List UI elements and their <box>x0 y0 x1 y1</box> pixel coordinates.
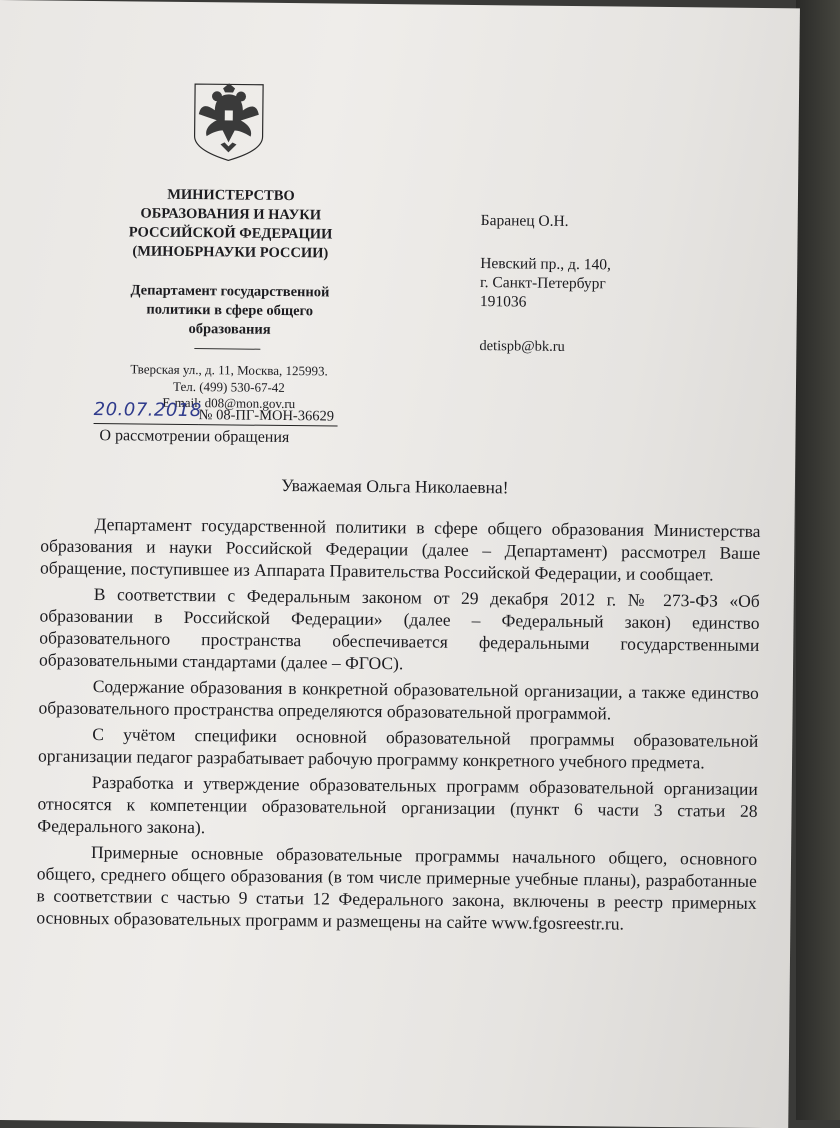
letter-subject: О рассмотрении обращения <box>99 427 290 447</box>
background-edge <box>796 0 840 1120</box>
body-paragraph: Примерные основные образовательные программы начального общего, основного общего, среднего общего образования (в том числе примерные учебные планы), разработанные в соответствии с частью 9 статьи 12 Федерального закона, включены в реестр примерных основных образовательных программ и размещены на сайте www.fgosreestr.ru. <box>36 842 758 934</box>
body-paragraph: С учётом специфики основной образовательной программы образовательной организации педагог разрабатывает рабочую программу конкретного учебного предмета. <box>37 724 759 773</box>
department-name <box>94 281 365 341</box>
recipient-block <box>479 211 611 357</box>
ministry-line: (МИНОБРНАУКИ РОССИИ) <box>132 243 329 262</box>
letterhead-divider <box>194 348 260 350</box>
recipient-address-line: Невский пр., д. 140, <box>480 255 611 274</box>
recipient-address-line: 191036 <box>479 293 527 311</box>
recipient-address <box>480 254 611 312</box>
body-paragraph: Разработка и утверждение образовательных программ образовательной организации относятся к компетенции образовательной организации (пункт 6 части 3 статьи 28 Федерального закона). <box>37 772 758 838</box>
ministry-line: ОБРАЗОВАНИЯ И НАУКИ <box>140 205 322 224</box>
recipient-address-line: г. Санкт-Петербург <box>479 274 606 293</box>
body-paragraph: В соответствии с Федеральным законом от 29 декабря 2012 г. № 273-ФЗ «Об образовании в Российской Федерации» (далее – Федеральный закон) единство образовательного пространства обеспечивается федеральными государственными образовательными стандартами (далее – ФГОС). <box>38 584 760 674</box>
ministry-name <box>95 185 366 264</box>
coat-of-arms-icon <box>188 80 269 163</box>
letter-body <box>36 512 760 940</box>
recipient-email: detispb@bk.ru <box>479 338 565 355</box>
recipient-name: Баранец О.Н. <box>480 212 569 230</box>
department-line: образования <box>188 320 271 338</box>
body-paragraph: Содержание образования в конкретной образовательной организации, а также единство образовательного пространства определяются образовательной программой. <box>38 676 759 724</box>
body-paragraph: Департамент государственной политики в сфере общего образования Министерства образования и науки Российской Федерации (далее – Департамент) рассмотрел Ваше обращение, поступившее из Аппарата Правительства Российской Федерации, и сообщает. <box>39 514 761 585</box>
phone-line: Тел. (499) 530-67-42 <box>172 378 285 395</box>
registration-number: № 08-ПГ-МОН-36629 <box>199 407 339 426</box>
email-line: E-mail: d08@mon.gov.ru <box>162 394 296 412</box>
address-line: Тверская ул., д. 11, Москва, 125993. <box>130 361 328 379</box>
handwritten-date: 20.07.2018 <box>94 399 199 425</box>
registration-line <box>93 399 384 428</box>
department-line: политики в сфере общего <box>146 301 314 320</box>
ministry-line: МИНИСТЕРСТВО <box>167 186 295 205</box>
department-line: Департамент государственной <box>130 282 330 301</box>
greeting: Уважаемая Ольга Николаевна! <box>281 474 509 498</box>
ministry-line: РОССИЙСКОЙ ФЕДЕРАЦИИ <box>128 224 333 243</box>
